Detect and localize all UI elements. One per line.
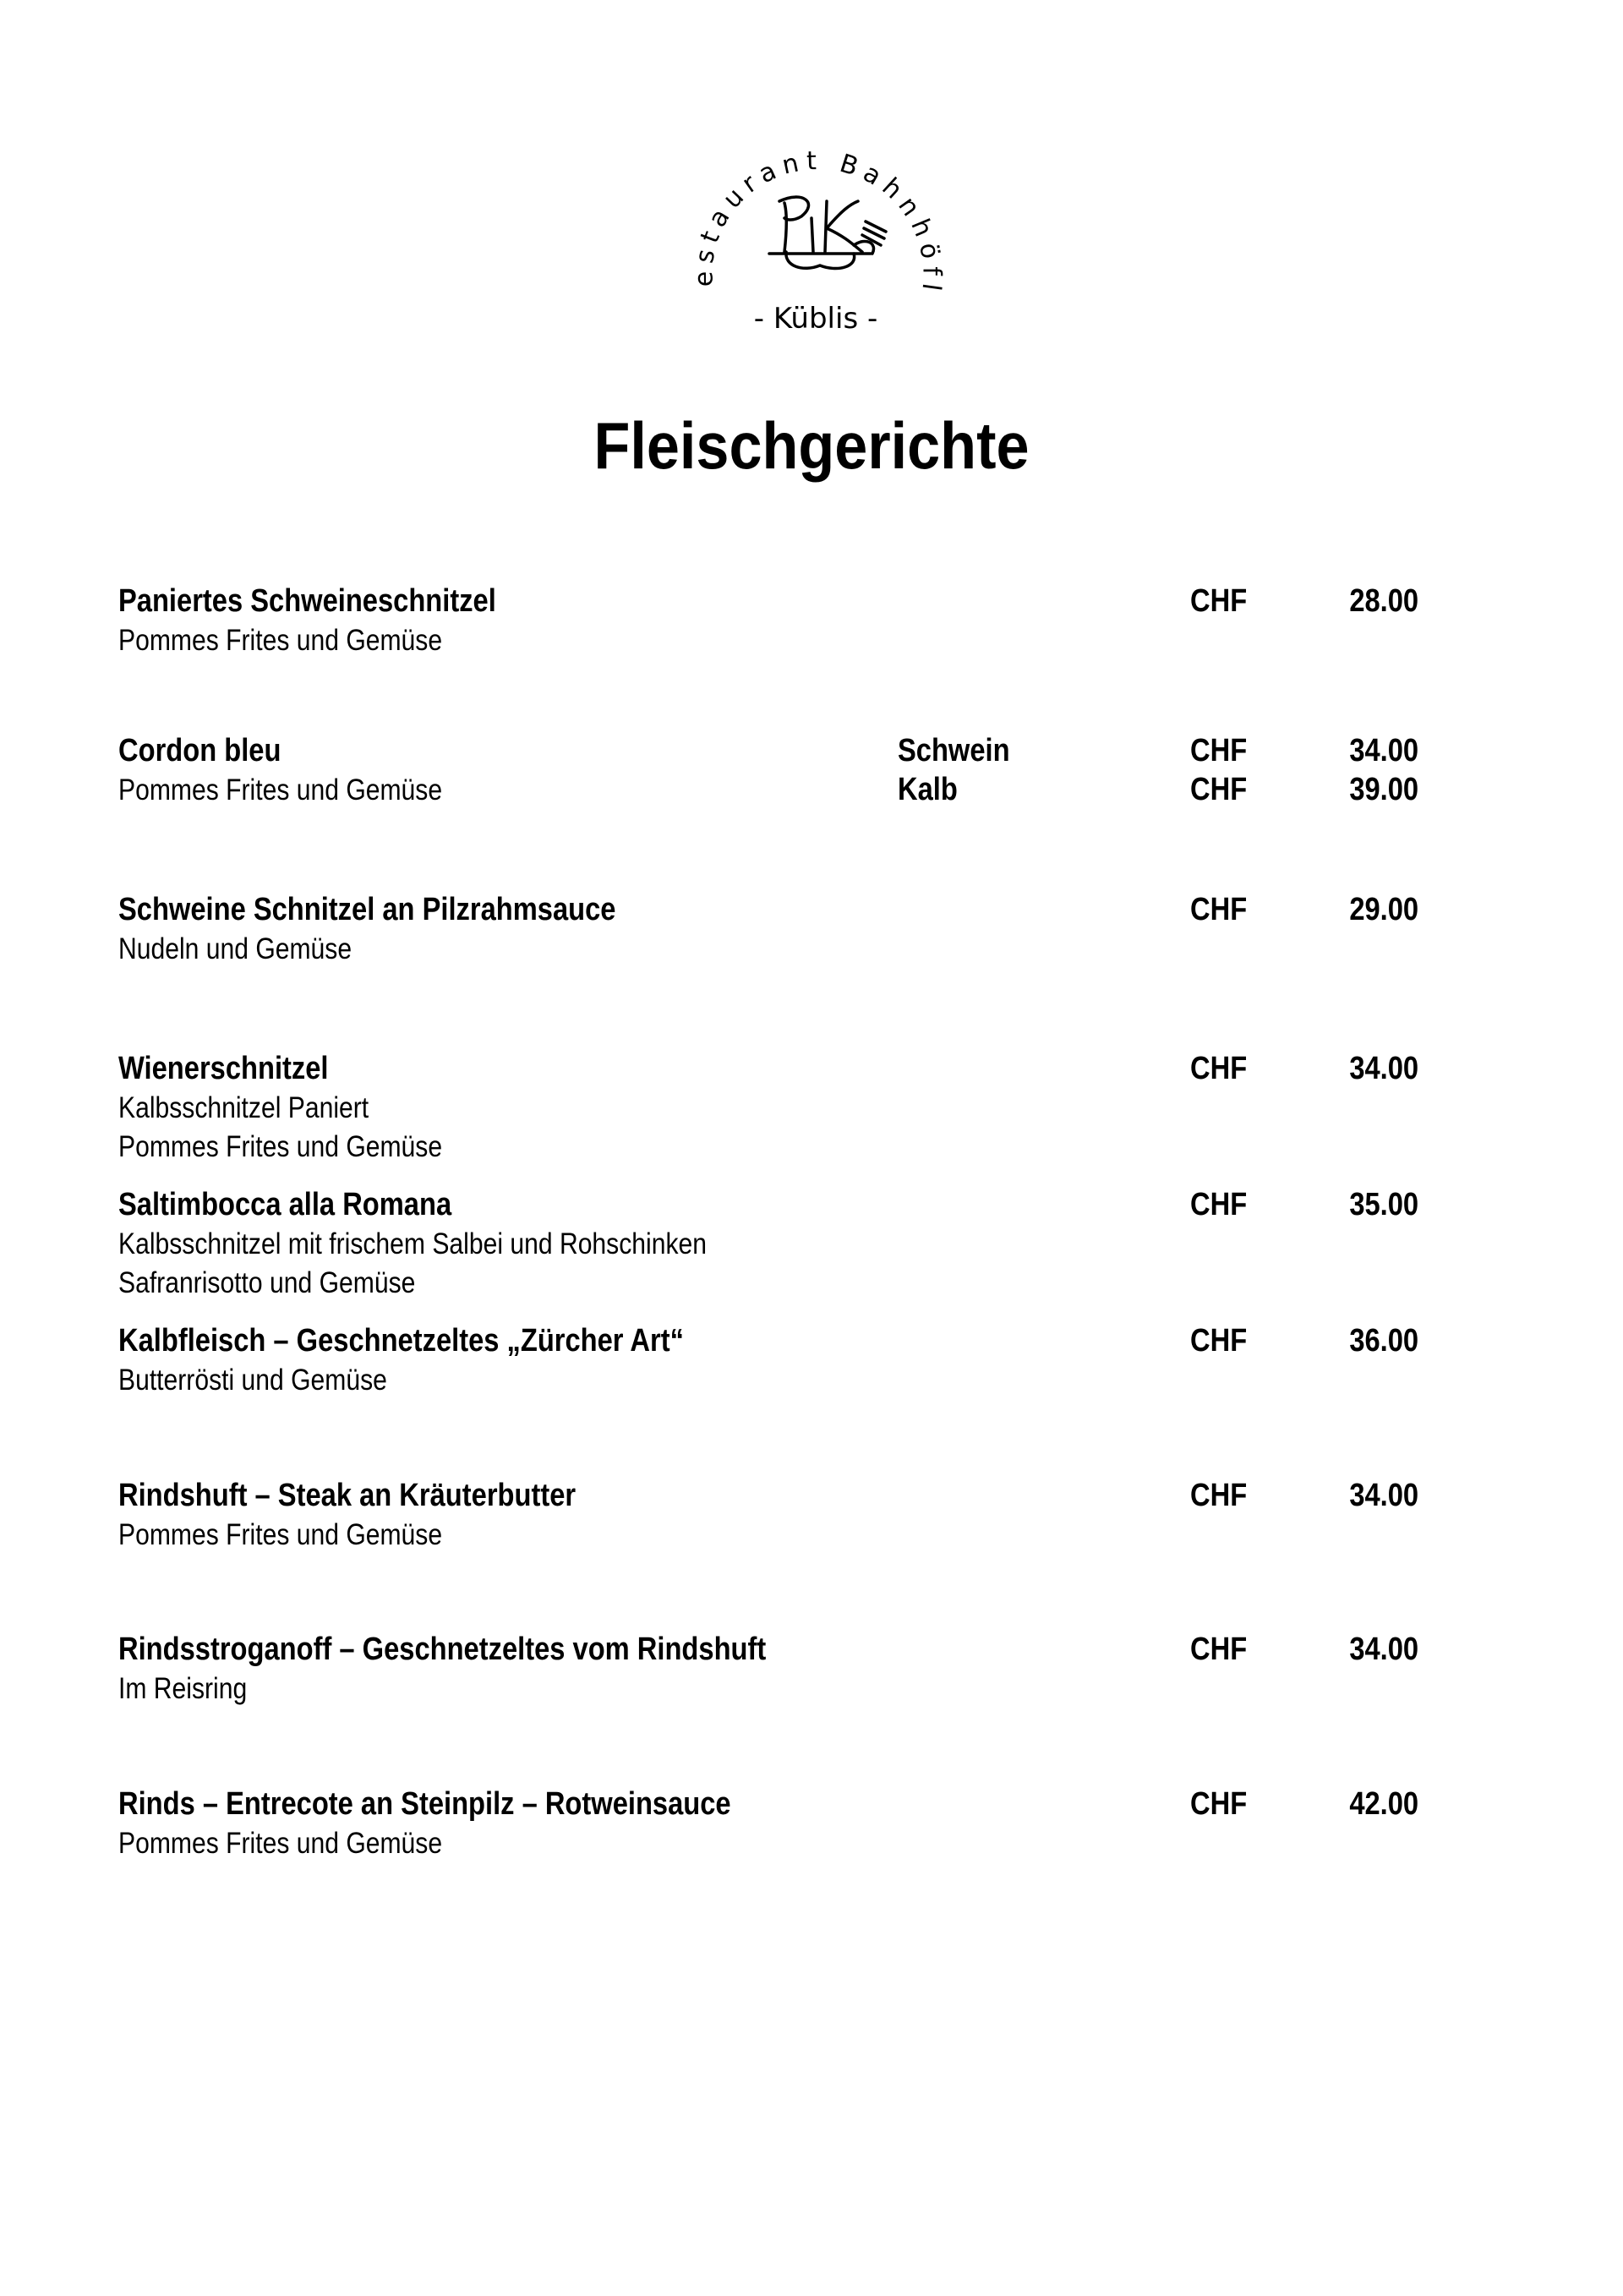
dish-variant-label: Schwein [898, 733, 1010, 768]
logo-arc-text [685, 110, 947, 299]
logo-monogram [769, 197, 886, 268]
menu-item [118, 733, 1471, 811]
menu-item [118, 1786, 1471, 1864]
dish-description: Safranrisotto und Gemüse [118, 1266, 416, 1299]
dish-price: 34.00 [1349, 1051, 1418, 1086]
dish-price: 42.00 [1349, 1786, 1418, 1822]
dish-name: Cordon bleu [118, 733, 281, 768]
dish-name: Paniertes Schweineschnitzel [118, 583, 496, 619]
logo-arc-path: estaurant Bahnhöfl [689, 145, 947, 299]
currency-label: CHF [1190, 1632, 1248, 1667]
dish-description: Pommes Frites und Gemüse [118, 774, 443, 806]
dish-description: Kalbsschnitzel mit frischem Salbei und Rohschinken [118, 1227, 707, 1260]
menu-item [118, 1051, 1471, 1167]
menu-item [118, 892, 1471, 970]
currency-label: CHF [1190, 1478, 1248, 1513]
dish-name: Wienerschnitzel [118, 1051, 329, 1086]
menu-item [118, 1478, 1471, 1555]
dish-variant-label: Kalb [898, 772, 958, 807]
dish-description: Kalbsschnitzel Paniert [118, 1091, 369, 1124]
dish-name: Kalbfleisch – Geschnetzeltes „Zürcher Art“ [118, 1323, 684, 1358]
dish-description: Pommes Frites und Gemüse [118, 1827, 443, 1860]
logo-place-text: - Küblis - [753, 302, 878, 336]
dish-description: Butterrösti und Gemüse [118, 1364, 387, 1397]
currency-label: CHF [1190, 583, 1248, 619]
dish-name: Rindsstroganoff – Geschnetzeltes vom Rindshuft [118, 1632, 767, 1667]
currency-label: CHF [1190, 1323, 1248, 1358]
currency-label: CHF [1190, 1051, 1248, 1086]
currency-label: CHF [1190, 1187, 1248, 1222]
dish-price: 39.00 [1349, 772, 1418, 807]
menu-item [118, 583, 1471, 661]
currency-label: CHF [1190, 1786, 1248, 1822]
menu-item [118, 1632, 1471, 1709]
dish-name: Saltimbocca alla Romana [118, 1187, 452, 1222]
dish-description: Pommes Frites und Gemüse [118, 1130, 443, 1163]
dish-price: 34.00 [1349, 1478, 1418, 1513]
dish-description: Pommes Frites und Gemüse [118, 624, 443, 657]
dish-description: Im Reisring [118, 1672, 248, 1705]
dish-price: 34.00 [1349, 733, 1418, 768]
dish-description: Nudeln und Gemüse [118, 932, 352, 965]
currency-label: CHF [1190, 772, 1248, 807]
dish-name: Schweine Schnitzel an Pilzrahmsauce [118, 892, 616, 927]
dish-price: 28.00 [1349, 583, 1418, 619]
menu-item [118, 1323, 1471, 1401]
dish-price: 35.00 [1349, 1187, 1418, 1222]
dish-name: Rinds – Entrecote an Steinpilz – Rotweinsauce [118, 1786, 731, 1822]
dish-price: 29.00 [1349, 892, 1418, 927]
dish-description: Pommes Frites und Gemüse [118, 1518, 443, 1551]
dish-price: 34.00 [1349, 1632, 1418, 1667]
dish-name: Rindshuft – Steak an Kräuterbutter [118, 1478, 577, 1513]
restaurant-logo [685, 110, 947, 347]
menu-list [118, 583, 1471, 1860]
logo-artwork [685, 110, 947, 347]
currency-label: CHF [1190, 733, 1248, 768]
currency-label: CHF [1190, 892, 1248, 927]
dish-price: 36.00 [1349, 1323, 1418, 1358]
page-title: Fleischgerichte [593, 408, 1030, 483]
menu-item [118, 1187, 1471, 1304]
